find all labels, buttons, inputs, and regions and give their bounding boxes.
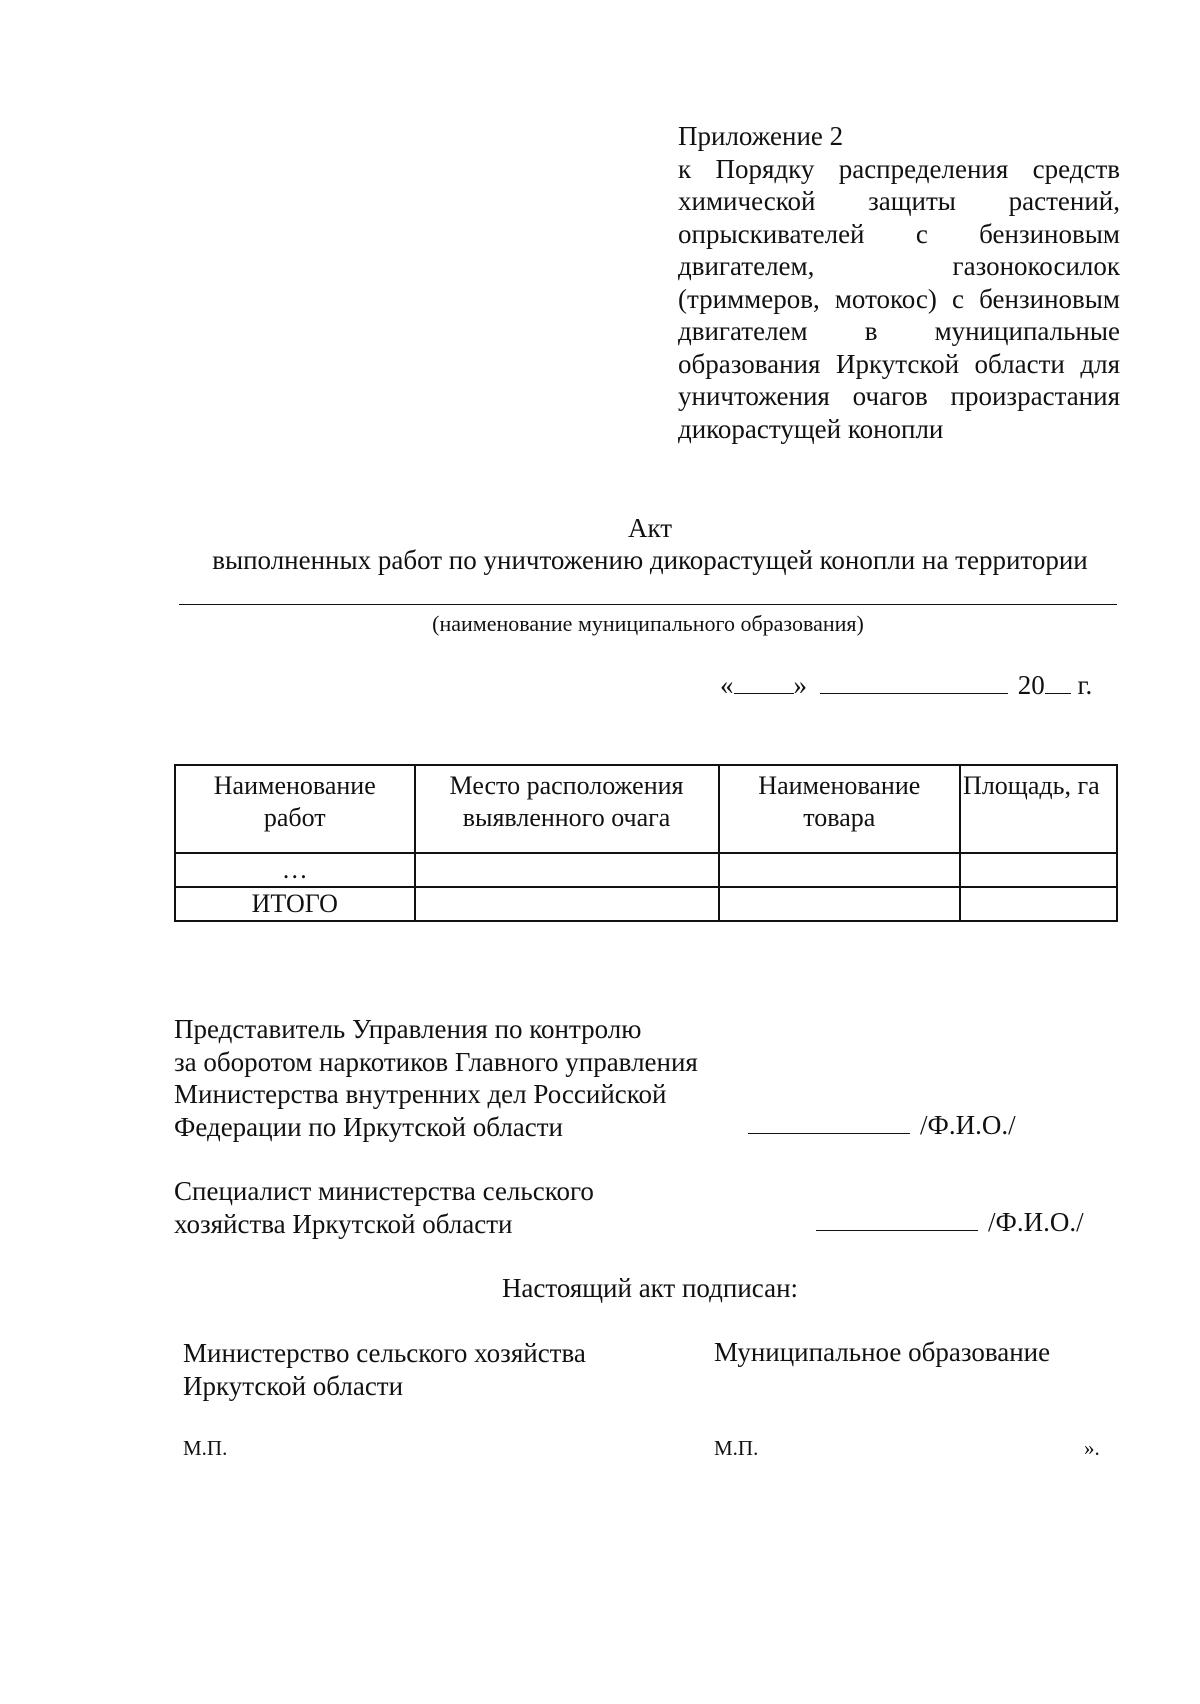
signature-blank — [748, 1111, 910, 1134]
table-cell: … — [175, 853, 415, 887]
table-cell — [415, 887, 719, 921]
act-title: Акт — [627, 513, 673, 543]
date-close-quote: » — [793, 670, 807, 700]
ministry-party — [183, 1337, 586, 1402]
ministry-line: Министерство сельского хозяйства — [183, 1338, 586, 1368]
day-blank — [734, 671, 794, 694]
appendix-block — [678, 120, 1120, 445]
closing-quote: ». — [1084, 1436, 1100, 1460]
stamp-place-left: М.П. — [183, 1436, 228, 1460]
representative-line: Министерства внутренних дел Российской — [174, 1079, 667, 1109]
table-row-total — [175, 887, 1117, 921]
table-cell — [719, 887, 961, 921]
representative-line: за оборотом наркотиков Главного управления — [174, 1046, 698, 1077]
specialist-line: хозяйства Иркутской области — [174, 1208, 513, 1239]
act-subtitle: выполненных работ по уничтожению дикорастущей конопли на территории — [212, 545, 1088, 575]
representative-fio: /Ф.И.О./ — [920, 1110, 1016, 1140]
year-prefix: 20 — [1017, 670, 1045, 700]
appendix-text: к Порядку распределения средств химической защиты растений, опрыскивателей с бензиновым двигателем, газонокосилок (триммеров, мотокос) с бензиновым двигателем в муниципальные образования Иркутской области для уничтожения очагов произрастания дикорастущей конопли — [678, 153, 1120, 444]
representative-block — [174, 1013, 698, 1143]
header-goods-name: Наименование товара — [719, 765, 961, 853]
specialist-signature — [816, 1207, 1084, 1238]
table-header-row — [175, 765, 1117, 853]
representative-line: Федерации по Иркутской области — [174, 1111, 564, 1142]
header-work-name: Наименование работ — [175, 765, 415, 853]
specialist-block — [174, 1175, 594, 1240]
table-cell — [960, 887, 1117, 921]
table-cell — [960, 853, 1117, 887]
municipality-blank-line — [179, 604, 1117, 605]
appendix-heading: Приложение 2 — [678, 121, 844, 151]
specialist-line: Специалист министерства сельского — [174, 1176, 594, 1206]
table-row — [175, 853, 1117, 887]
representative-line: Представитель Управления по контролю — [174, 1014, 642, 1044]
table-cell — [719, 853, 961, 887]
header-location: Место расположения выявленного очага — [415, 765, 719, 853]
table-cell — [415, 853, 719, 887]
ministry-line: Иркутской области — [183, 1370, 404, 1401]
act-date — [720, 670, 1092, 701]
month-blank — [820, 671, 1008, 694]
table-cell: ИТОГО — [175, 887, 415, 921]
specialist-fio: /Ф.И.О./ — [988, 1207, 1084, 1237]
signature-blank — [816, 1208, 978, 1231]
representative-signature — [748, 1110, 1016, 1141]
year-blank — [1045, 671, 1071, 694]
municipality-party: Муниципальное образование — [714, 1337, 1051, 1367]
year-suffix: г. — [1077, 670, 1093, 700]
header-area: Площадь, га — [960, 765, 1117, 853]
municipality-caption: (наименование муниципального образования) — [432, 611, 864, 636]
signed-heading: Настоящий акт подписан: — [501, 1273, 799, 1303]
date-open-quote: « — [720, 670, 734, 700]
stamp-place-right: М.П. — [714, 1436, 759, 1460]
works-table — [174, 764, 1118, 922]
